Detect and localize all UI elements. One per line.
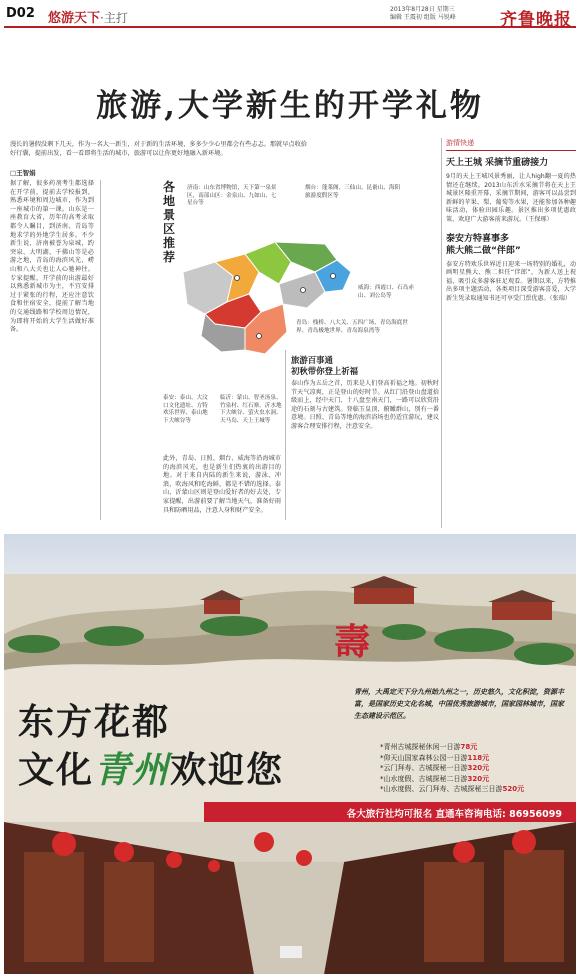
news-title-2: 泰安方特喜事多 熊大熊二做“伴郎” — [446, 233, 521, 256]
page-number: D02 — [6, 6, 35, 21]
map-label-jinan: 济南：山东省博物馆，天下第一泉景区，南部山区：金泉山、九如山、七星台等 — [187, 185, 277, 207]
route-price: 118元 — [467, 753, 490, 762]
news-body-1: 9月的天上王城风景秀丽，让人high翻一夏的热情还在继续。2013山东沂水采摘节将在天上王城景区隆重开幕，采摘节期间，游客可以品尝到新鲜的苹果、梨、葡萄等水果，还能参加各种趣味活动，体验田园乐趣。景区推出多项优惠政策，欢迎广大游客前来游玩。（王保琢） — [446, 173, 576, 223]
route-item — [380, 753, 570, 764]
route-price: 520元 — [502, 785, 525, 793]
news-title-1: 天上王城 采摘节重磅接力 — [446, 158, 549, 168]
header-meta — [390, 6, 456, 22]
map-label-weihai: 威海：西霞口、石岛赤山、刘公岛等 — [358, 285, 414, 299]
byline: □王智娟 — [10, 169, 36, 177]
route-item — [380, 784, 570, 795]
right-column — [446, 138, 576, 304]
route-price: 78元 — [460, 743, 478, 751]
map-label-qingdao: 青岛：栈桥、八大关、五四广场、青岛海底世界、青岛极地世界、青岛海泉湾等 — [296, 320, 408, 334]
column-divider — [441, 138, 442, 528]
main-headline: 旅游,大学新生的开学礼物 — [96, 88, 484, 124]
column-divider — [100, 180, 101, 520]
article-column-2: 此外，青岛、日照、烟台、威海等沿海城市的海滨风光，也是新生们热衷的出游目的地。对于来自内陆的新生来说，游泳、冲浪、吹海风和吃海鲜，都是不错的选择。泰山、沂蒙山区则是登山爱好者的好去处，专家提醒，出游前要了解当地天气，准备好雨具和防晒用品，注意人身和财产安全。 — [163, 455, 281, 514]
map-label-taian: 泰安：泰山、大汶口文化遗址、方特欢乐世界、泰山地下大峡谷等 — [163, 395, 208, 424]
date-line: 2013年8月28日 星期三 — [390, 6, 455, 13]
route-name: *山水度假、古城探秘二日游 — [380, 774, 468, 783]
route-price: 320元 — [467, 774, 490, 783]
ad-title-post: 欢迎您 — [170, 749, 285, 791]
map-pin — [331, 274, 336, 279]
lead-paragraph: 漫长的暑假没剩下几天，作为一名大一新生，对于新的生活环境，多多少少心里都会有些忐忑。那就早点收拾好行囊，提前出发，看一看即将生活的城市，旅游可以让你更好地融入新环境。 — [10, 141, 307, 157]
map-pin — [301, 288, 306, 293]
ad-title-line2 — [18, 742, 284, 793]
ad-street-image — [4, 822, 576, 974]
route-name: *青州古城探秘休闲一日游 — [380, 743, 461, 751]
newspaper-logo: 齐鲁晚报 — [500, 10, 572, 30]
shou-character-logo: 壽 — [334, 621, 371, 663]
qingzhou-advertisement — [4, 534, 576, 974]
column-label: 游情快递 — [446, 138, 576, 151]
article-column-1: 据了解，很多药剂考生都选择在开学前，提前去学校报到，熟悉环境和周边城市，作为到一座城市的第一课。山东是一座教育大省，历年的高考录取都令人瞩目，到济南、青岛等地求学的外地学生居多。不少新生说，济南被誉为泉城，趵突泉、大明湖、千佛山等是必游之地，青岛的海滨风光、崂山和八大关也让人心驰神往。专家提醒，开学前的出游最好以熟悉新城市为主，不宜安排过于紧张的行程，还应注意饮食和住宿安全，提前了解当地的交通线路和学校周边情况，为即将开始的大学生活做好准备。 — [10, 180, 94, 334]
news-body-2: 泰安方特欢乐世界近日迎来一场特别的婚礼，动画明星熊大、熊二担任“伴郎”，为新人送上祝福，吸引众多游客驻足观看。暑期以来，方特推出多项主题活动，各类项目深受游客喜爱，大学新生凭录取通知书还可享受门票优惠。（张瑞） — [446, 260, 576, 302]
section-sub: ·主打 — [100, 11, 128, 25]
map-pin — [235, 276, 240, 281]
shandong-map — [175, 232, 355, 372]
editor-line: 编辑 王震初 组版 马锐峰 — [390, 14, 456, 21]
contact-phone: 各大旅行社均可报名 直通车咨询电话: 86956099 — [346, 809, 562, 820]
route-name: *山水度假、云门拜寿、古城探秘三日游 — [380, 785, 503, 793]
ad-title-line1: 东方花都 — [18, 701, 171, 743]
route-item — [380, 763, 570, 774]
map-label-yantai: 烟台：蓬莱阁、三仙山、昆嵛山、海阳旅游度假区等 — [305, 185, 401, 199]
route-list — [380, 742, 570, 795]
story-body: 泰山作为五岳之首，历来是人们登高祈福之地。初秋时节天气凉爽，正是登山的好时节。从红门沿登山盘道拾级而上，经中天门、十八盘至南天门，一路可以欣赏沿途的石刻与古建筑。登临玉皇顶，俯瞰群山，别有一番意境。日照、青岛等地的海滨浴场也仍适宜游玩，建议游客合理安排行程，注意安全。 — [291, 380, 439, 430]
page-header — [4, 4, 576, 28]
route-name: *仰天山国家森林公园一日游 — [380, 753, 468, 762]
route-item — [380, 774, 570, 785]
map-title: 各地景区推荐 — [163, 180, 176, 264]
column-divider — [285, 350, 286, 520]
section-name: 悠游天下 — [48, 11, 101, 26]
map-label-linyi: 临沂：蒙山、智圣汤泉、竹泉村、红石寨、沂水地下大峡谷、萤火虫水洞、天马岛、天上王城等 — [220, 395, 282, 424]
route-name: *云门拜寿、古城探秘一日游 — [380, 764, 468, 772]
ad-description: 青州，大禹定天下分九州始九州之一，历史悠久，文化积淀，资源丰富，是国家历史文化名城，中国优秀旅游城市，国家园林城市，国家生态建设示范区。 — [354, 687, 564, 720]
section-title — [48, 7, 128, 26]
route-item — [380, 742, 570, 753]
contact-bar — [204, 802, 576, 822]
ad-title-pre: 文化 — [18, 749, 95, 791]
route-price: 320元 — [467, 764, 490, 772]
map-pin — [257, 334, 262, 339]
story-title: 旅游百事通 初秋带你登上祈福 — [291, 355, 358, 376]
ad-title-qingzhou: 青州 — [94, 749, 171, 791]
